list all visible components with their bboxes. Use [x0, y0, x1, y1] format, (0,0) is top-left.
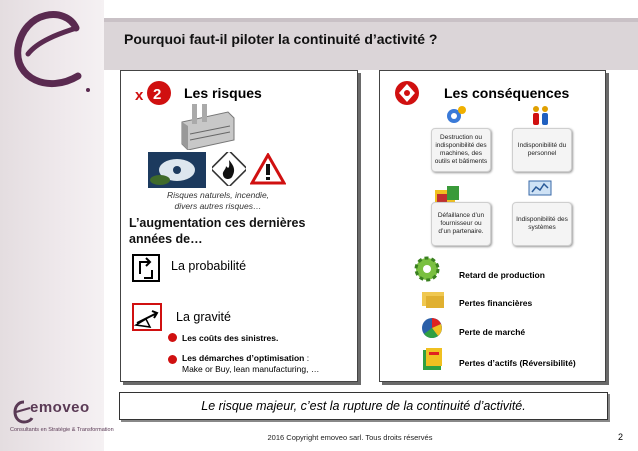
copyright: 2016 Copyright emoveo sarl. Tous droits réservés	[267, 433, 433, 442]
brand-name: emoveo	[30, 399, 90, 416]
consequence-market: Perte de marché	[459, 327, 526, 337]
consequence-financial: Pertes financières	[459, 298, 533, 308]
consequence-box-machines: Destruction ou indisponibilité des machines, des outils et bâtiments	[431, 128, 491, 172]
consequence-assets: Pertes d’actifs (Réversibilité)	[459, 358, 576, 368]
people-icon	[530, 104, 552, 128]
bullet-dot	[168, 355, 177, 364]
pie-chart-icon	[418, 316, 446, 340]
svg-text:2: 2	[153, 86, 162, 103]
books-icon	[420, 346, 446, 372]
bullet-optimisation-line2: Make or Buy, lean manufacturing, …	[182, 364, 320, 374]
consequence-box-personnel: Indisponibilité du personnel	[512, 128, 572, 172]
hurricane-icon	[148, 152, 206, 188]
risks-caption-1: Risques naturels, incendie,	[166, 190, 270, 200]
bullet-optimisation-rest: :	[304, 353, 310, 363]
consequence-box-supplier: Défaillance d’un fournisseur ou d’un partenaire.	[431, 202, 491, 246]
bullet-optimisation-bold: Les démarches d’optimisation	[182, 353, 305, 363]
consequences-badge-icon	[393, 80, 421, 106]
consequences-title: Les conséquences	[444, 85, 570, 101]
money-folder-icon	[420, 288, 448, 310]
risks-caption-2: divers autres risques…	[174, 201, 262, 211]
monitor-icon	[528, 180, 552, 200]
warning-icon	[250, 153, 286, 185]
bullet-dot	[168, 333, 177, 342]
gear-icon	[413, 255, 443, 283]
logo-e-icon	[6, 0, 98, 100]
risks-title: Les risques	[184, 85, 262, 101]
consequence-box-systems: Indisponibilité des systèmes	[512, 202, 572, 246]
increase-heading-1: L’augmentation ces dernières	[129, 216, 306, 230]
gravity-icon	[132, 303, 164, 333]
probability-icon	[132, 254, 162, 284]
x2-badge-icon	[135, 80, 173, 106]
gravity-label: La gravité	[176, 310, 231, 324]
bullet-costs: Les coûts des sinistres.	[182, 333, 279, 343]
svg-text:x: x	[135, 87, 144, 104]
factory-icon	[178, 104, 236, 150]
page-number: 2	[618, 432, 624, 442]
probability-label: La probabilité	[171, 259, 247, 273]
key-statement: Le risque majeur, c’est la rupture de la continuité d’activité.	[119, 392, 608, 420]
page-title: Pourquoi faut-il piloter la continuité d’activité ?	[124, 31, 438, 47]
increase-heading-2: années de…	[129, 232, 203, 246]
bullet-optimisation	[182, 353, 309, 364]
consequence-delay: Retard de production	[459, 270, 545, 280]
brand-tagline: Consultants en Stratégie & Transformation	[10, 427, 114, 433]
fire-icon	[212, 152, 246, 186]
gears-icon	[445, 104, 467, 126]
